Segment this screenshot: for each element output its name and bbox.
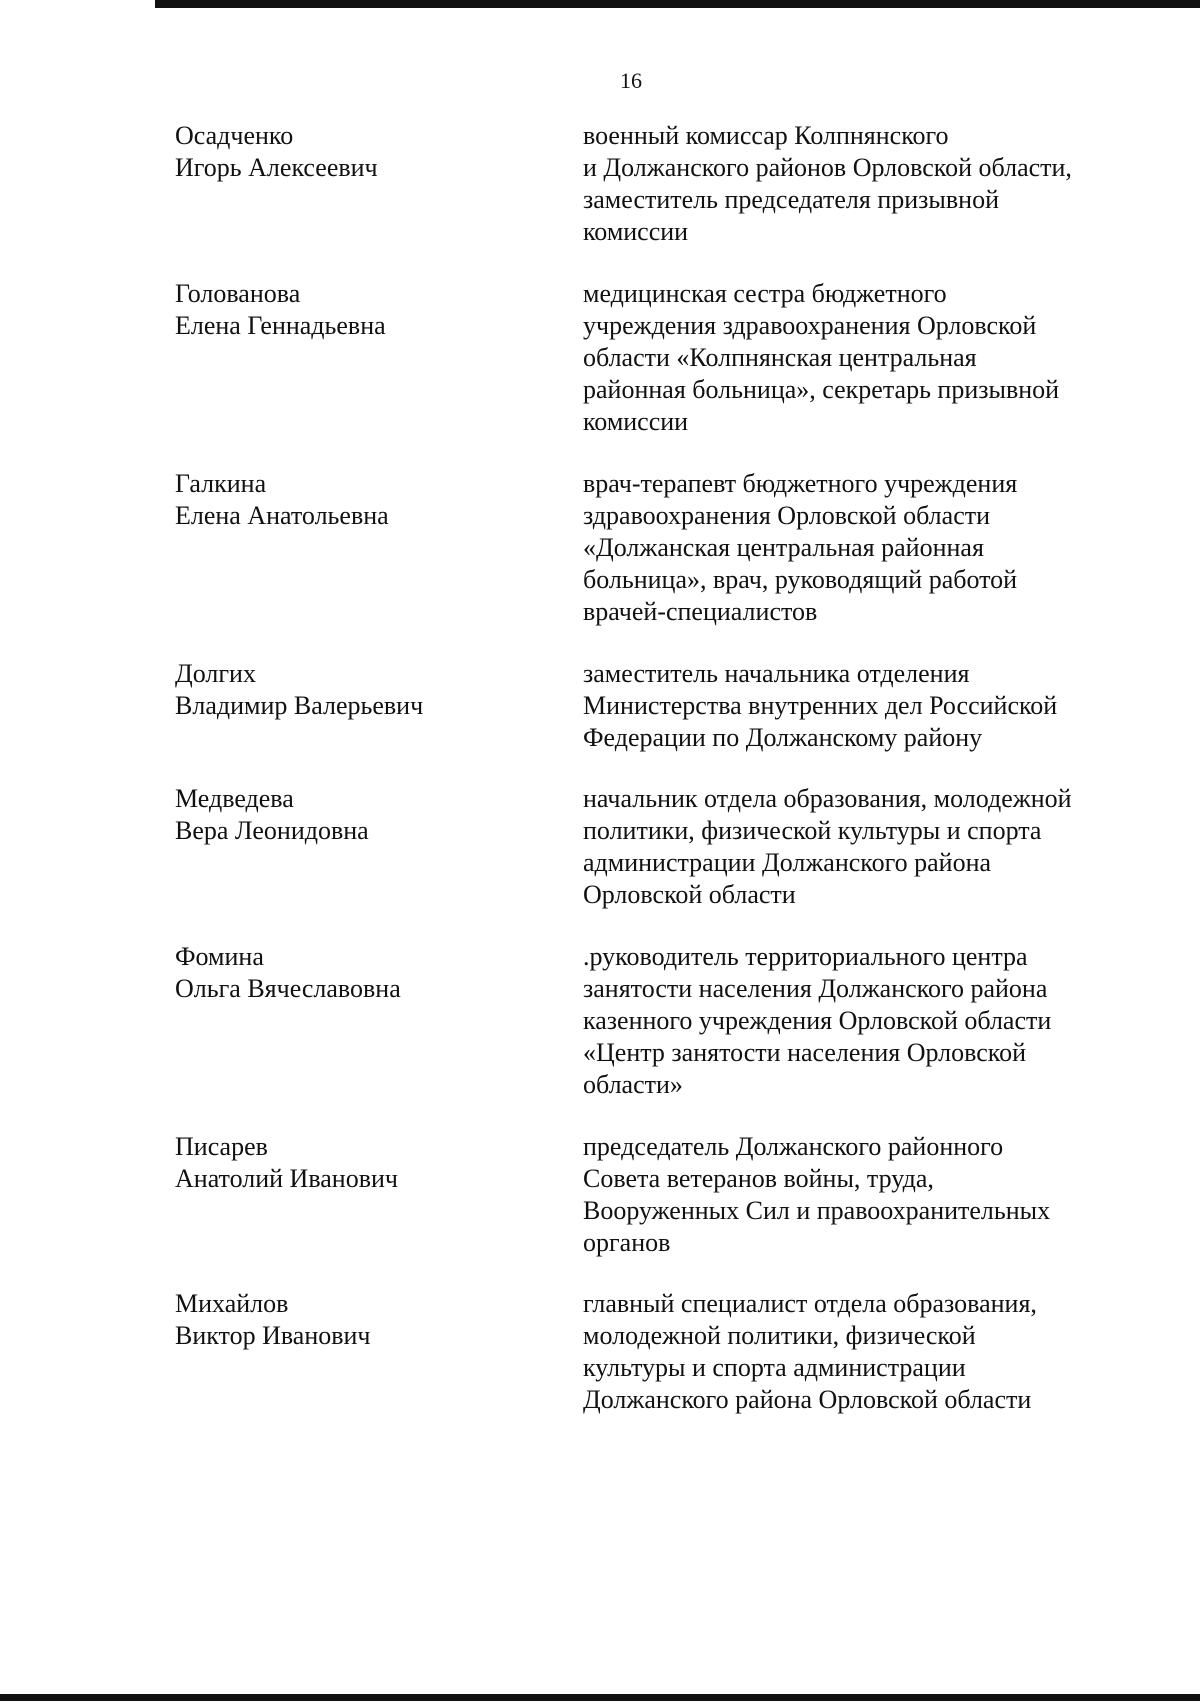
- role-line: больница», врач, руководящий работой: [583, 565, 1018, 594]
- role-line: культуры и спорта администрации: [583, 1353, 966, 1382]
- member-name: [175, 1288, 535, 1352]
- role-line: здравоохранения Орловской области: [583, 501, 991, 530]
- member-name: [175, 1131, 535, 1195]
- role-line: области «Колпнянская центральная: [583, 343, 977, 372]
- member-surname: Михайлов: [175, 1289, 289, 1318]
- role-line: области»: [583, 1070, 683, 1099]
- role-line: администрации Должанского района: [583, 848, 992, 877]
- top-border-rule: [155, 0, 1200, 8]
- role-line: комиссии: [583, 217, 689, 246]
- member-name: [175, 278, 535, 342]
- role-line: Совета ветеранов войны, труда,: [583, 1164, 934, 1193]
- role-line: органов: [583, 1228, 671, 1257]
- role-line: заместитель председателя призывной: [583, 185, 999, 214]
- role-line: главный специалист отдела образования,: [583, 1289, 1037, 1318]
- role-line: Должанского района Орловской области: [583, 1385, 1032, 1414]
- role-line: Федерации по Должанскому району: [583, 723, 983, 752]
- page-number: 16: [620, 68, 642, 93]
- member-name: [175, 468, 535, 532]
- member-given-names: Владимир Валерьевич: [175, 691, 424, 720]
- role-line: Вооруженных Сил и правоохранительных: [583, 1196, 1051, 1225]
- role-line: врач-терапевт бюджетного учреждения: [583, 469, 1018, 498]
- member-name: [175, 941, 535, 1005]
- role-line: казенного учреждения Орловской области: [583, 1006, 1052, 1035]
- member-role: [583, 120, 1143, 248]
- role-line: «Должанская центральная районная: [583, 533, 984, 562]
- role-line: .руководитель территориального центра: [583, 942, 1028, 971]
- role-line: районная больница», секретарь призывной: [583, 375, 1060, 404]
- member-given-names: Вера Леонидовна: [175, 816, 369, 845]
- member-given-names: Игорь Алексеевич: [175, 153, 378, 182]
- member-role: [583, 941, 1143, 1101]
- member-role: [583, 468, 1143, 628]
- member-role: [583, 658, 1143, 754]
- role-line: начальник отдела образования, молодежной: [583, 784, 1072, 813]
- role-line: заместитель начальника отделения: [583, 659, 970, 688]
- member-surname: Галкина: [175, 469, 267, 498]
- member-surname: Осадченко: [175, 121, 294, 150]
- member-surname: Фомина: [175, 942, 264, 971]
- role-line: комиссии: [583, 407, 689, 436]
- member-name: [175, 120, 535, 184]
- member-given-names: Елена Геннадьевна: [175, 311, 386, 340]
- member-given-names: Ольга Вячеславовна: [175, 974, 401, 1003]
- bottom-border-rule: [0, 1694, 1200, 1701]
- member-role: [583, 783, 1143, 911]
- member-surname: Медведева: [175, 784, 294, 813]
- role-line: врачей-специалистов: [583, 597, 818, 626]
- member-surname: Голованова: [175, 279, 301, 308]
- role-line: учреждения здравоохранения Орловской: [583, 311, 1037, 340]
- role-line: политики, физической культуры и спорта: [583, 816, 1042, 845]
- member-role: [583, 1131, 1143, 1259]
- member-name: [175, 658, 535, 722]
- member-given-names: Анатолий Иванович: [175, 1164, 398, 1193]
- role-line: Орловской области: [583, 880, 796, 909]
- member-role: [583, 278, 1143, 438]
- member-name: [175, 783, 535, 847]
- member-given-names: Виктор Иванович: [175, 1321, 371, 1350]
- member-given-names: Елена Анатольевна: [175, 501, 389, 530]
- role-line: медицинская сестра бюджетного: [583, 279, 947, 308]
- role-line: председатель Должанского районного: [583, 1132, 1004, 1161]
- member-surname: Долгих: [175, 659, 256, 688]
- member-role: [583, 1288, 1143, 1416]
- role-line: Министерства внутренних дел Российской: [583, 691, 1058, 720]
- role-line: и Должанского районов Орловской области,: [583, 153, 1072, 182]
- role-line: «Центр занятости населения Орловской: [583, 1038, 1027, 1067]
- role-line: молодежной политики, физической: [583, 1321, 976, 1350]
- role-line: занятости населения Должанского района: [583, 974, 1048, 1003]
- member-surname: Писарев: [175, 1132, 268, 1161]
- role-line: военный комиссар Колпнянского: [583, 121, 949, 150]
